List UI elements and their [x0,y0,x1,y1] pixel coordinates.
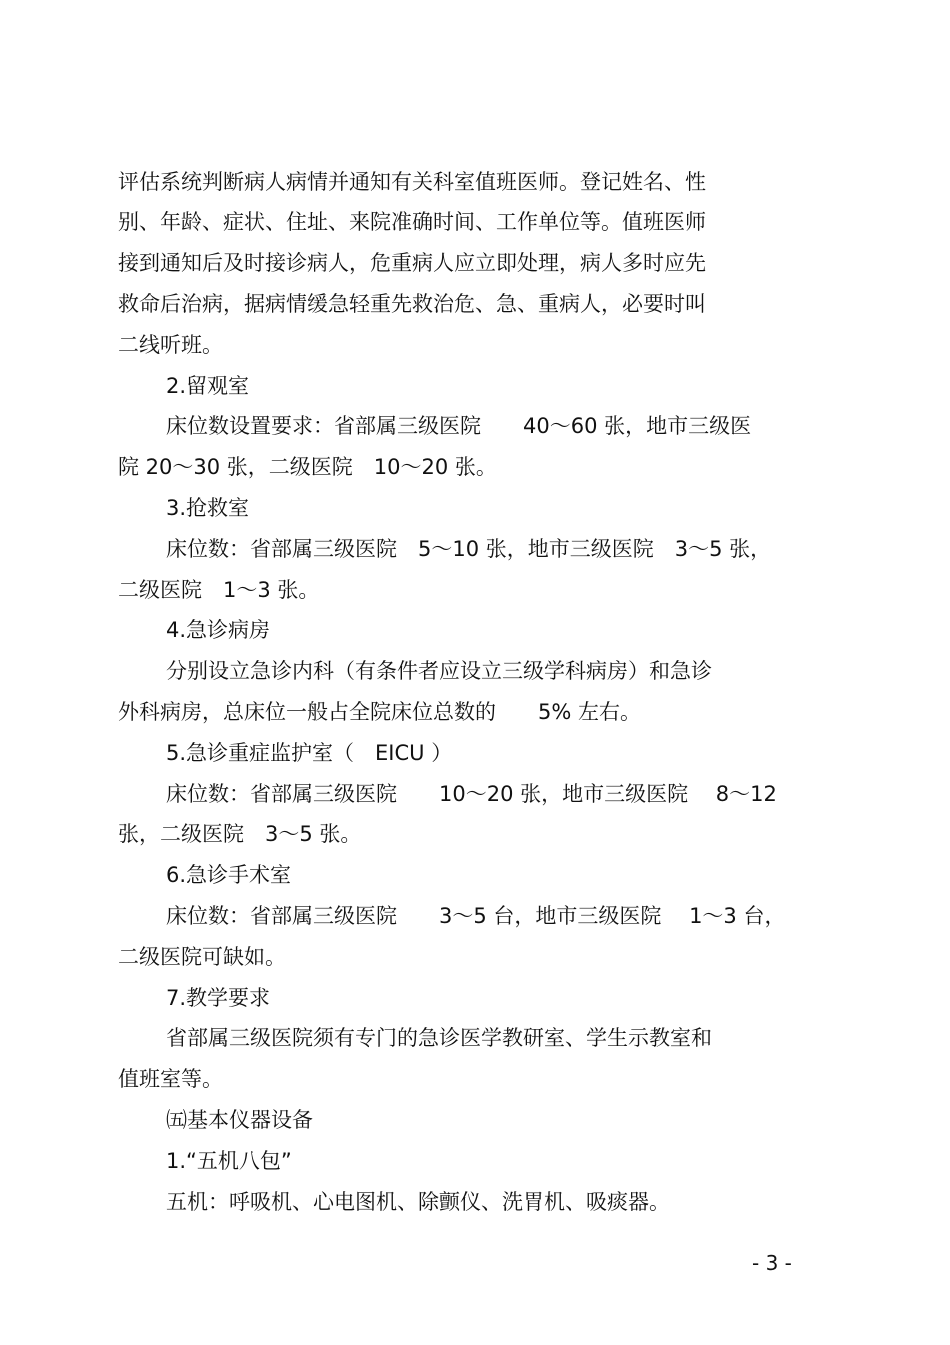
body-line-resuscitation-1: 床位数：省部属三级医院 5～10 张，地市三级医院 3～5 张， [166,537,772,561]
body-line-resuscitation-2: 二级医院 1～3 张。 [118,578,320,602]
body-line-teaching-2: 值班室等。 [118,1067,223,1091]
body-line-2: 别、年龄、症状、住址、来院准确时间、工作单位等。值班医师 [118,210,706,234]
body-line-ward-1: 分别设立急诊内科（有条件者应设立三级学科病房）和急诊 [166,659,712,683]
body-line-eicu-2: 张，二级医院 3～5 张。 [118,822,362,846]
body-line-3: 接到通知后及时接诊病人，危重病人应立即处理，病人多时应先 [118,251,706,275]
section-heading-teaching: 7.教学要求 [166,986,271,1010]
section-heading-emergency-ward: 4.急诊病房 [166,618,271,642]
body-line-1: 评估系统判断病人病情并通知有关科室值班医师。登记姓名、性 [118,170,706,194]
body-line-five-machines: 五机：呼吸机、心电图机、除颤仪、洗胃机、吸痰器。 [166,1190,670,1214]
body-line-teaching-1: 省部属三级医院须有专门的急诊医学教研室、学生示教室和 [166,1026,712,1050]
body-line-4: 救命后治病，据病情缓急轻重先救治危、急、重病人，必要时叫 [118,292,706,316]
body-line-ward-2: 外科病房，总床位一般占全院床位总数的 5% 左右。 [118,700,641,724]
section-heading-equipment: ㈤基本仪器设备 [166,1108,313,1132]
body-line-operating-2: 二级医院可缺如。 [118,945,286,969]
body-line-observation-1: 床位数设置要求：省部属三级医院 40～60 张，地市三级医 [166,414,752,438]
body-line-5: 二线听班。 [118,333,223,357]
page-number: - 3 - [752,1251,792,1275]
body-line-observation-2: 院 20～30 张，二级医院 10～20 张。 [118,455,497,479]
subsection-heading-five-machines: 1.“五机八包” [166,1149,292,1173]
section-heading-operating-room: 6.急诊手术室 [166,863,292,887]
section-heading-observation-room: 2.留观室 [166,374,250,398]
body-line-operating-1: 床位数：省部属三级医院 3～5 台，地市三级医院 1～3 台， [166,904,786,928]
body-line-eicu-1: 床位数：省部属三级医院 10～20 张，地市三级医院 8～12 [166,782,777,806]
section-heading-eicu: 5.急诊重症监护室（ EICU ） [166,741,453,765]
section-heading-resuscitation-room: 3.抢救室 [166,496,250,520]
